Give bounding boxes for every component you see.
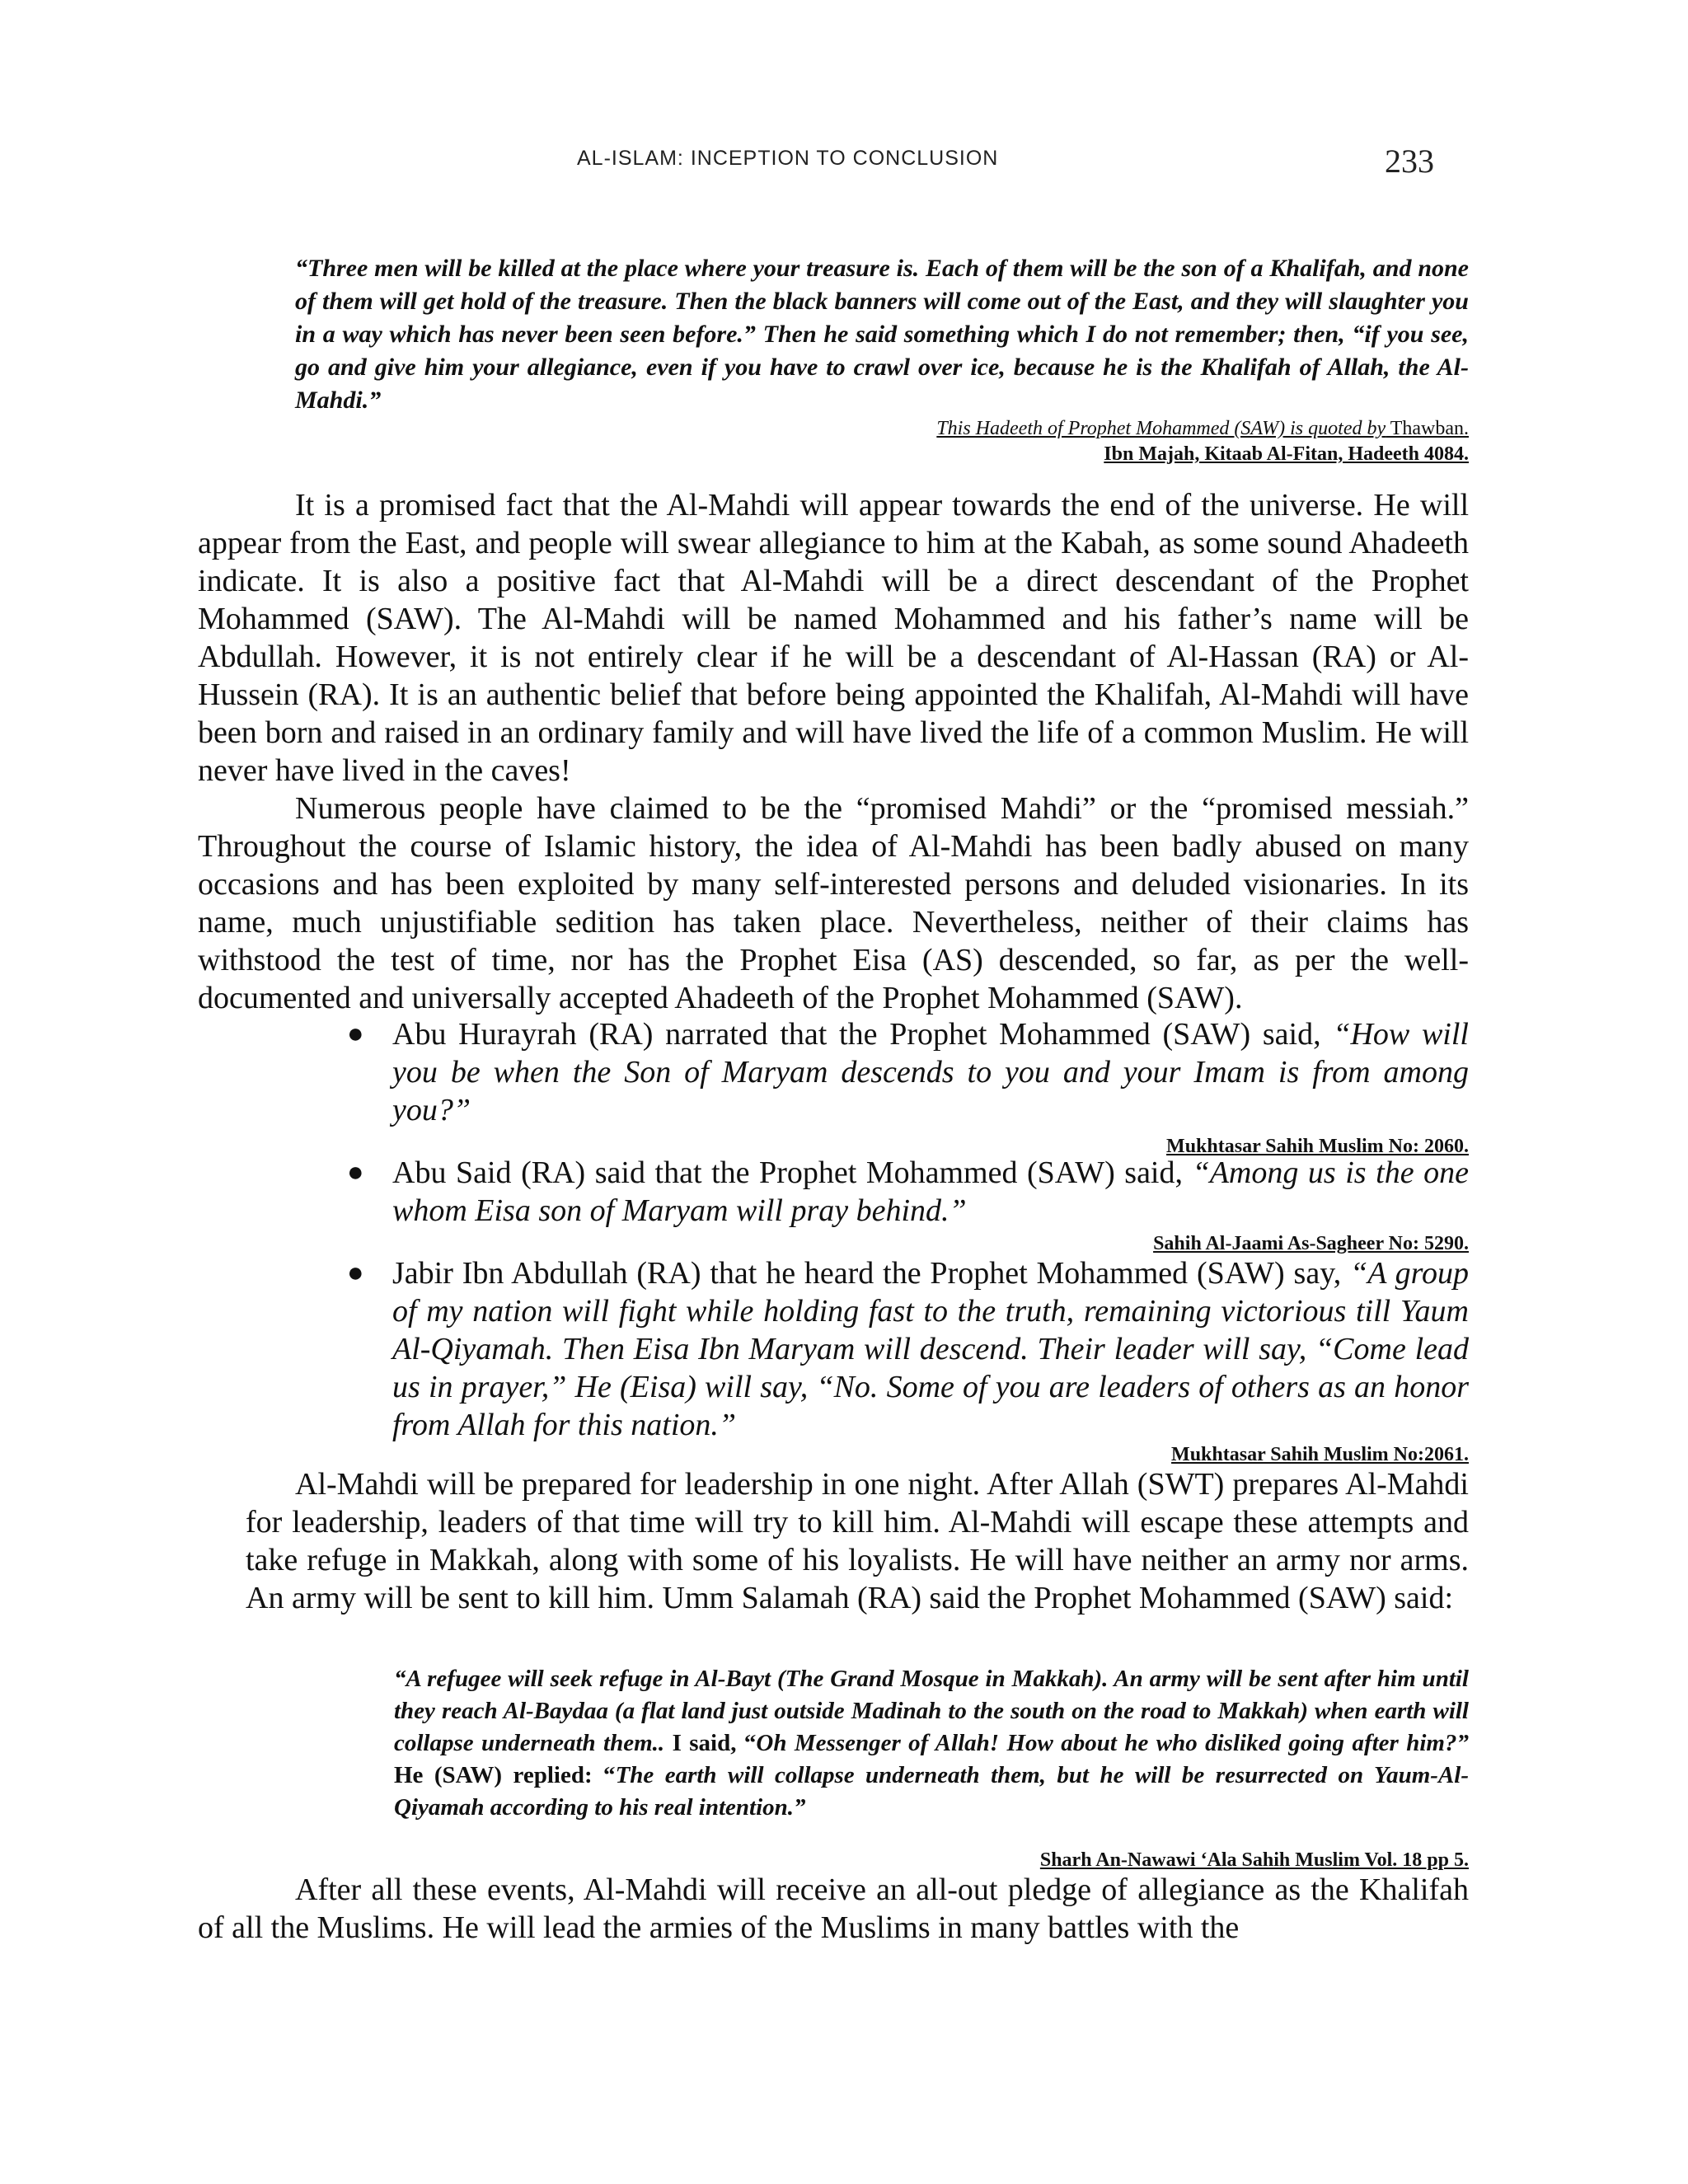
bullet-quote-text: “How will you be when the Son of Maryam descends to you and your Imam is from among you?” [392,1017,1469,1127]
bullet-source: Sahih Al-Jaami As-Sagheer No: 5290. [1153,1233,1469,1254]
bullet-quote-text: “Among us is the one whom Eisa son of Maryam will pray behind.” [392,1155,1470,1228]
quote-part: He (SAW) replied: “ [394,1762,616,1788]
body-paragraph: Numerous people have claimed to be the “promised Mahdi” or the “promised messiah.” Throughout the course of Islamic history, the idea of Al-Mahdi has been badly abused on many occasions and has been exploited by many self-interested persons and deluded visionaries. In its name, much unjustifiable sedition has taken place. Nevertheless, neither of their claims has withstood the test of time, nor has the Prophet Eisa (AS) descended, so far, as per the well-documented and universally accepted Ahadeeth of the Prophet Mohammed (SAW). [198,791,1469,1015]
bullet-lead-text: Abu Said (RA) said that the Prophet Mohammed (SAW) said, [392,1155,1193,1190]
hadeeth-quote-text: “Three men will be killed at the place where your treasure is. Each of them will be the son of a Khalifah, and none of them will get hold of the treasure. Then the black banners will come out of the East, and they will slaughter you in a way which has never been seen before.” Then he said something which I do not remember; then, “if you see, go and give him your allegiance, even if you have to crawl over ice, because he is the Khalifah of Allah, the Al-Mahdi.” [295,255,1469,414]
quote-source: Ibn Majah, Kitaab Al-Fitan, Hadeeth 4084. [1104,443,1469,465]
quote-source: Sharh An-Nawawi ‘Ala Sahih Muslim Vol. 18 pp 5. [1039,1849,1469,1871]
quote-part: The earth will collapse underneath them, but he will be resurrected on Yaum-Al-Qiyamah according to his real intention.” [394,1762,1469,1821]
hadeeth-quote-block [295,252,1469,417]
body-paragraph: After all these events, Al-Mahdi will receive an all-out pledge of allegiance as the Khalifah of all the Muslims. He will lead the armies of the Muslims in many battles with the [198,1872,1469,1945]
narrator-name: Thawban. [1386,418,1469,439]
bullet-icon: ● [347,1258,364,1288]
bullet-lead-text: Abu Hurayrah (RA) narrated that the Prophet Mohammed (SAW) said, [392,1017,1334,1052]
quote-part: I said, “ [664,1730,757,1756]
hadeeth-quote-text [394,1663,1469,1824]
bullet-icon: ● [347,1157,364,1188]
quote-part: Oh Messenger of Allah! How about he who disliked going after him?” [756,1730,1469,1756]
page-number: 233 [1385,143,1434,180]
body-paragraph: Al-Mahdi will be prepared for leadership in one night. After Allah (SWT) prepares Al-Mahdi for leadership, leaders of that time will try to kill him. Al-Mahdi will escape these attempts and take refuge in Makkah, along with some of his loyalists. He will have neither an army nor arms. An army will be sent to kill him. Umm Salamah (RA) said the Prophet Mohammed (SAW) said: [246,1467,1469,1615]
hadeeth-quote-block [394,1663,1469,1824]
quote-part: “A refugee will seek refuge in Al-Bayt (The Grand Mosque in Makkah). An army will be sent after him until they reach Al-Baydaa (a flat land just outside Madinah to the south on the road to Makkah) when earth will collapse underneath them.. [394,1666,1469,1756]
running-header: AL-ISLAM: INCEPTION TO CONCLUSION [577,147,999,170]
bullet-lead-text: Jabir Ibn Abdullah (RA) that he heard the Prophet Mohammed (SAW) say, [392,1256,1351,1291]
quote-attribution [936,418,1469,440]
bullet-quote-text: “A group of my nation will fight while holding fast to the truth, remaining victorious till Yaum Al-Qiyamah. Then Eisa Ibn Maryam will descend. Their leader will say, “Come lead us in prayer,” He (Eisa) will say, “No. Some of you are leaders of others as an honor from Allah for this nation.” [392,1256,1469,1442]
list-item [347,1254,1469,1444]
list-item [347,1154,1470,1230]
bullet-icon: ● [347,1019,364,1049]
bullet-source: Mukhtasar Sahih Muslim No: 2060. [1166,1136,1469,1157]
bullet-source: Mukhtasar Sahih Muslim No:2061. [1171,1444,1469,1465]
list-item [347,1015,1469,1129]
attribution-text: This Hadeeth of Prophet Mohammed (SAW) is quoted by [936,418,1386,439]
body-paragraph: It is a promised fact that the Al-Mahdi will appear towards the end of the universe. He will appear from the East, and people will swear allegiance to him at the Kabah, as some sound Ahadeeth indicate. It is also a positive fact that Al-Mahdi will be a direct descendant of the Prophet Mohammed (SAW). The Al-Mahdi will be named Mohammed and his father’s name will be Abdullah. However, it is not entirely clear if he will be a descendant of Al-Hassan (RA) or Al-Hussein (RA). It is an authentic belief that before being appointed the Khalifah, Al-Mahdi will have been born and raised in an ordinary family and will have lived the life of a common Muslim. He will never have lived in the caves! [198,488,1469,788]
